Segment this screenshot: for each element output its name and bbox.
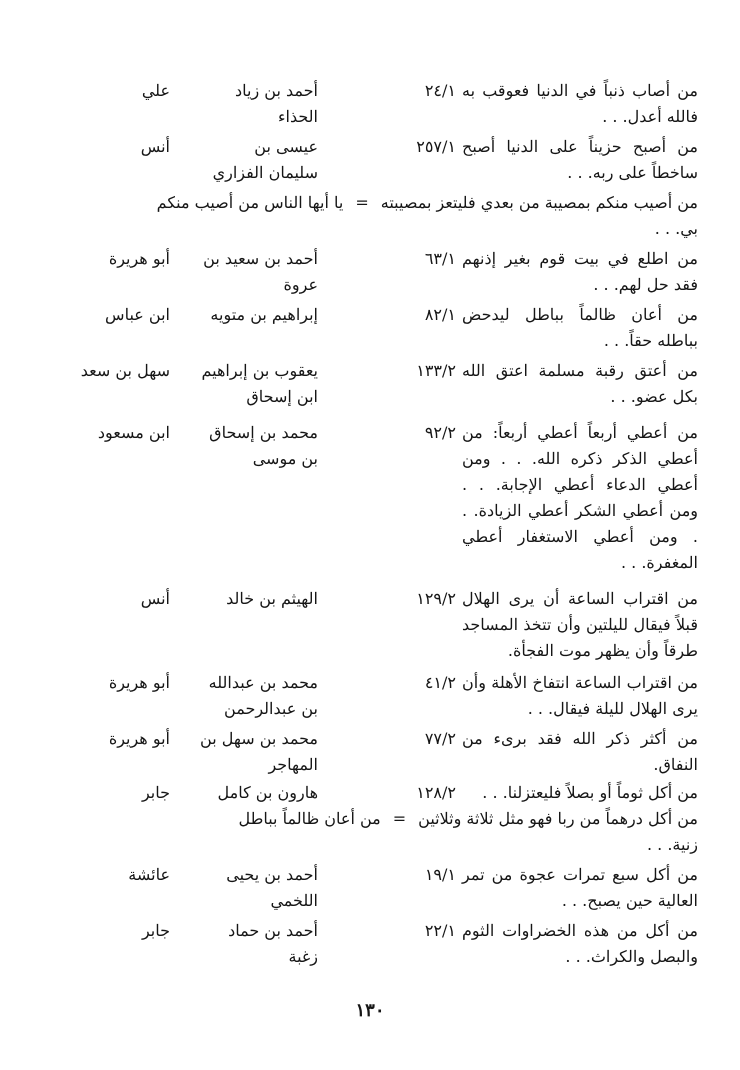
volume-page-ref: ٧٧/٢ xyxy=(424,729,456,748)
narrator: هارون بن كامل xyxy=(217,783,318,802)
narrator: الهيثم بن خالد xyxy=(226,589,318,608)
companion: أبو هريرة xyxy=(108,673,170,692)
hadith-text-continuation: زنية. . . xyxy=(646,835,698,854)
narrator: محمد بن عبدالله بن عبدالرحمن xyxy=(208,673,318,718)
hadith-text-continuation: بي. . . xyxy=(654,219,698,238)
companion: أبو هريرة xyxy=(108,729,170,748)
equals-sign: = xyxy=(355,193,369,212)
narrator: أحمد بن حماد زغبة xyxy=(228,921,318,966)
narrator: محمد بن سهل بن المهاجر xyxy=(200,729,318,774)
companion: ابن عباس xyxy=(105,305,170,324)
narrator: عيسى بن سليمان الفزاري xyxy=(212,137,318,182)
volume-page-ref: ٢٤/١ xyxy=(424,81,456,100)
volume-page-ref: ١٢٩/٢ xyxy=(416,589,456,608)
companion: أبو هريرة xyxy=(108,249,170,268)
page-number: ١٣٠ xyxy=(355,1000,385,1021)
hadith-text: من اقتراب الساعة انتفاخ الأهلة وأن يرى الهلال لليلة فيقال. . . xyxy=(462,673,698,718)
hadith-text: من اطلع في بيت قوم بغير إذنهم فقد حل لهم. . . xyxy=(462,249,698,294)
volume-page-ref: ٢٢/١ xyxy=(424,921,456,940)
narrator: محمد بن إسحاق بن موسى xyxy=(209,423,318,468)
hadith-text: من أعطي أربعاً أعطي أربعاً: من أعطي الذكر ذكره الله. . . ومن أعطي الدعاء أعطي الإجابة. . . ومن أعطي الشكر أعطي الزيادة. . . ومن أعطي الاستغفار أعطي المغفرة. . . xyxy=(462,423,698,572)
volume-page-ref: ٢٥٧/١ xyxy=(416,137,456,156)
companion: علي xyxy=(141,81,170,100)
hadith-text: من أصيب منكم بمصيبة من بعدي فليتعز بمصيبته xyxy=(380,193,698,212)
companion: ابن مسعود xyxy=(97,423,170,442)
cross-reference-line xyxy=(58,190,698,216)
hadith-text: من أصاب ذنباً في الدنيا فعوقب به فالله أعدل. . . xyxy=(462,81,698,126)
narrator: يعقوب بن إبراهيم ابن إسحاق xyxy=(201,361,318,406)
volume-page-ref: ٩٢/٢ xyxy=(424,423,456,442)
cross-reference-target: من أعان ظالماً بباطل xyxy=(238,809,381,828)
hadith-text: من أعان ظالماً بباطل ليدحض بباطله حقاً. . . xyxy=(462,305,698,350)
volume-page-ref: ٨٢/١ xyxy=(424,305,456,324)
narrator: إبراهيم بن متويه xyxy=(210,305,318,324)
companion: عائشة xyxy=(128,865,170,884)
hadith-text: من أعتق رقبة مسلمة اعتق الله بكل عضو. . . xyxy=(462,361,698,406)
cross-reference-line xyxy=(58,806,698,832)
volume-page-ref: ١٣٣/٢ xyxy=(416,361,456,380)
volume-page-ref: ١٢٨/٢ xyxy=(416,783,456,802)
volume-page-ref: ٤١/٢ xyxy=(424,673,456,692)
cross-reference-target: يا أيها الناس من أصيب منكم xyxy=(156,193,344,212)
hadith-text: من اقتراب الساعة أن يرى الهلال قبلاً فيقال لليلتين وأن تتخذ المساجد طرقاً وأن يظهر موت الفجأة. xyxy=(462,589,698,660)
hadith-text: من أصبح حزيناً على الدنيا أصبح ساخطاً على ربه. . . xyxy=(462,137,698,182)
narrator: أحمد بن يحيى اللخمي xyxy=(226,865,318,910)
companion: سهل بن سعد xyxy=(80,361,170,380)
hadith-text: من أكل من هذه الخضراوات الثوم والبصل والكراث. . . xyxy=(462,921,698,966)
volume-page-ref: ١٩/١ xyxy=(424,865,456,884)
narrator: أحمد بن سعيد بن عروة xyxy=(203,249,318,294)
companion: أنس xyxy=(140,589,170,608)
hadith-text: من أكل ثوماً أو بصلاً فليعتزلنا. . . xyxy=(482,783,698,802)
companion: جابر xyxy=(141,921,170,940)
companion: أنس xyxy=(140,137,170,156)
hadith-text: من أكل سبع تمرات عجوة من تمر العالية حين يصبح. . . xyxy=(462,865,698,910)
companion: جابر xyxy=(141,783,170,802)
hadith-text: من أكل درهماً من ربا فهو مثل ثلاثة وثلاثين xyxy=(418,809,698,828)
narrator: أحمد بن زياد الحذاء xyxy=(235,81,318,126)
hadith-text: من أكثر ذكر الله فقد برىء من النفاق. xyxy=(462,729,698,774)
volume-page-ref: ٦٣/١ xyxy=(424,249,456,268)
equals-sign: = xyxy=(392,809,407,828)
